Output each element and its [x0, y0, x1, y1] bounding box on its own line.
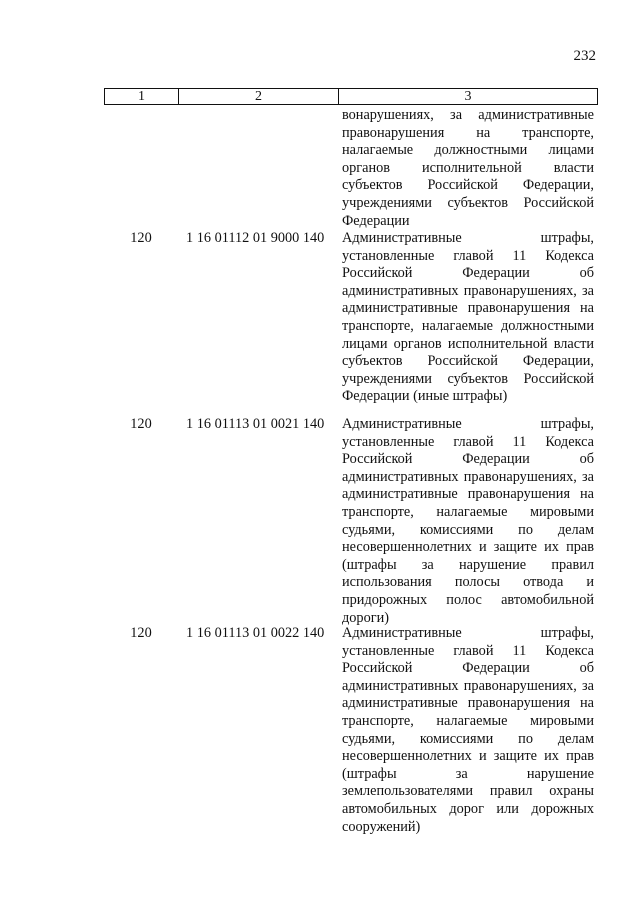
- continued-description: вонарушениях, за административные правонарушения на транспорте, налагаемые должностными лицами органов исполнительной власти субъектов Российской Федерации, учреждениями субъектов Российской Федерации: [342, 107, 594, 229]
- admin-code: 120: [130, 416, 152, 432]
- page-number: 232: [573, 48, 596, 64]
- budget-classification-code: 1 16 01113 01 0021 140: [186, 416, 325, 432]
- budget-classification-code: 1 16 01113 01 0022 140: [186, 625, 325, 641]
- table-header: [104, 88, 598, 105]
- header-col-1: 1: [105, 89, 179, 104]
- header-col-3: 3: [464, 89, 472, 104]
- admin-code: 120: [130, 230, 152, 246]
- budget-classification-code: 1 16 01112 01 9000 140: [186, 230, 325, 246]
- header-col-2: 2: [179, 89, 339, 104]
- income-description: Административные штрафы, установленные главой 11 Кодекса Российской Федерации об административных правонарушениях, за административные правонарушения на транспорте, налагаемые должностными лицами органов исполнительной власти субъектов Российской Федерации, учреждениями субъектов Российской Федерации (иные штрафы): [342, 230, 594, 405]
- income-description: Административные штрафы, установленные главой 11 Кодекса Российской Федерации об административных правонарушениях, за административные правонарушения на транспорте, налагаемые мировыми судьями, комиссиями по делам несовершеннолетних и защите их прав (штрафы за нарушение землепользователями правил охраны автомобильных дорог или дорожных сооружений): [342, 625, 594, 835]
- admin-code: 120: [130, 625, 152, 641]
- income-description: Административные штрафы, установленные главой 11 Кодекса Российской Федерации об административных правонарушениях, за административные правонарушения на транспорте, налагаемые мировыми судьями, комиссиями по делам несовершеннолетних и защите их прав (штрафы за нарушение правил использования полосы отвода и придорожных полос автомобильной дороги): [342, 416, 594, 626]
